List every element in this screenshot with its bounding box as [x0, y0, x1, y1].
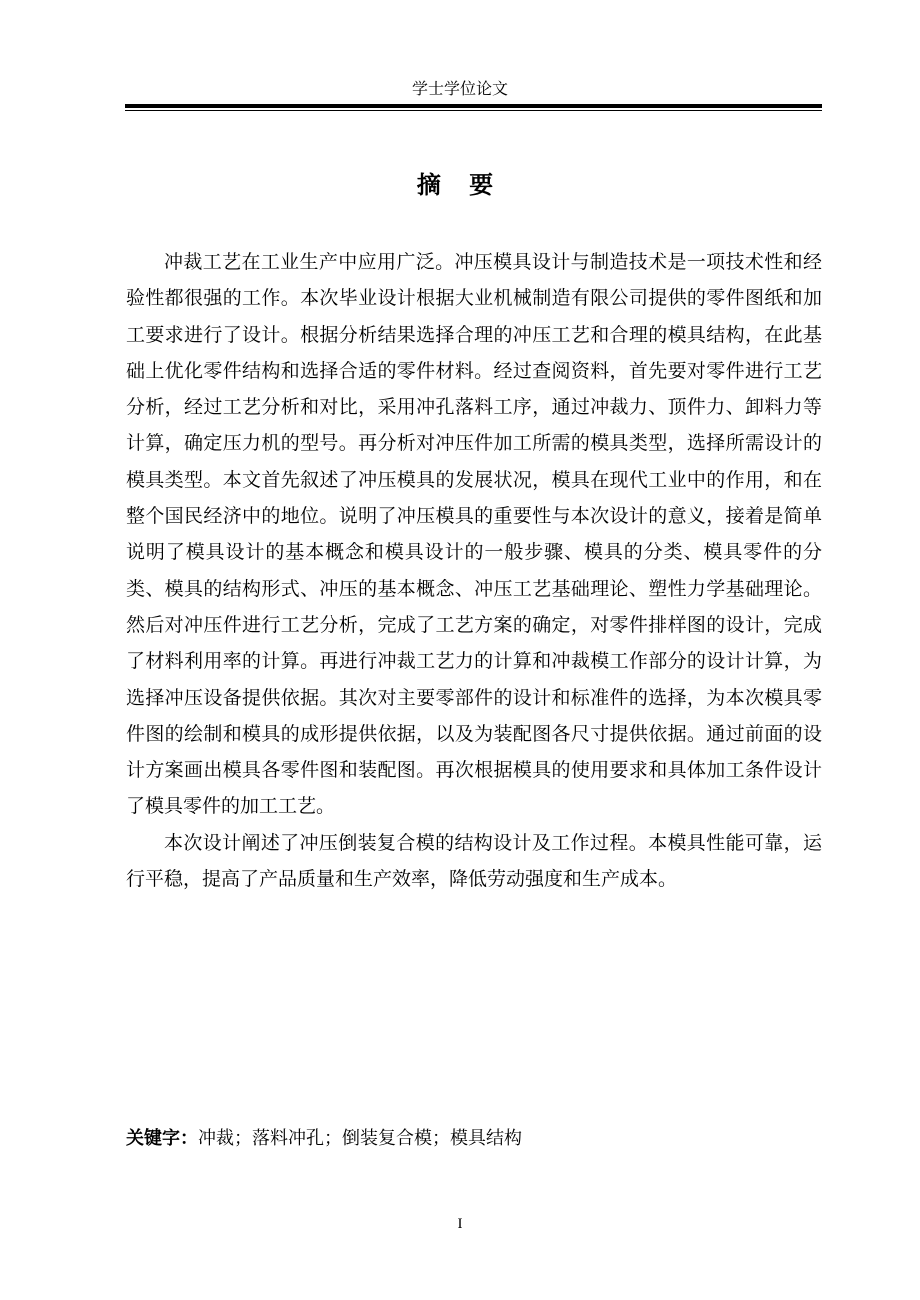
page-title: 摘 要: [416, 171, 504, 199]
abstract-paragraph-2: 本次设计阐述了冲压倒装复合模的结构设计及工作过程。本模具性能可靠，运行平稳，提高了产品质量和生产效率，降低劳动强度和生产成本。: [126, 831, 822, 891]
header-rule-thick: [125, 104, 822, 108]
header-rule-thin: [125, 110, 822, 111]
abstract-body: [126, 244, 822, 897]
running-header: 学士学位论文: [411, 79, 508, 98]
page-number: I: [457, 1216, 463, 1232]
abstract-paragraph-1: 冲裁工艺在工业生产中应用广泛。冲压模具设计与制造技术是一项技术性和经验性都很强的工作。本次毕业设计根据大业机械制造有限公司提供的零件图纸和加工要求进行了设计。根据分析结果选择合理的冲压工艺和合理的模具结构，在此基础上优化零件结构和选择合适的零件材料。经过查阅资料，首先要对零件进行工艺分析，经过工艺分析和对比，采用冲孔落料工序，通过冲裁力、顶件力、卸料力等计算，确定压力机的型号。再分析对冲压件加工所需的模具类型，选择所需设计的模具类型。本文首先叙述了冲压模具的发展状况，模具在现代工业中的作用，和在整个国民经济中的地位。说明了冲压模具的重要性与本次设计的意义，接着是简单说明了模具设计的基本概念和模具设计的一般步骤、模具的分类、模具零件的分类、模具的结构形式、冲压的基本概念、冲压工艺基础理论、塑性力学基础理论。然后对冲压件进行工艺分析，完成了工艺方案的确定，对零件排样图的设计，完成了材料利用率的计算。再进行冲裁工艺力的计算和冲裁模工作部分的设计计算，为选择冲压设备提供依据。其次对主要零部件的设计和标准件的选择，为本次模具零件图的绘制和模具的成形提供依据，以及为装配图各尺寸提供依据。通过前面的设计方案画出模具各零件图和装配图。再次根据模具的使用要求和具体加工条件设计了模具零件的加工工艺。: [126, 251, 822, 818]
keywords-label: 关键字：: [126, 1128, 198, 1149]
keywords-text: 冲裁；落料冲孔；倒装复合模；模具结构: [198, 1128, 522, 1149]
keywords: [126, 1124, 822, 1154]
